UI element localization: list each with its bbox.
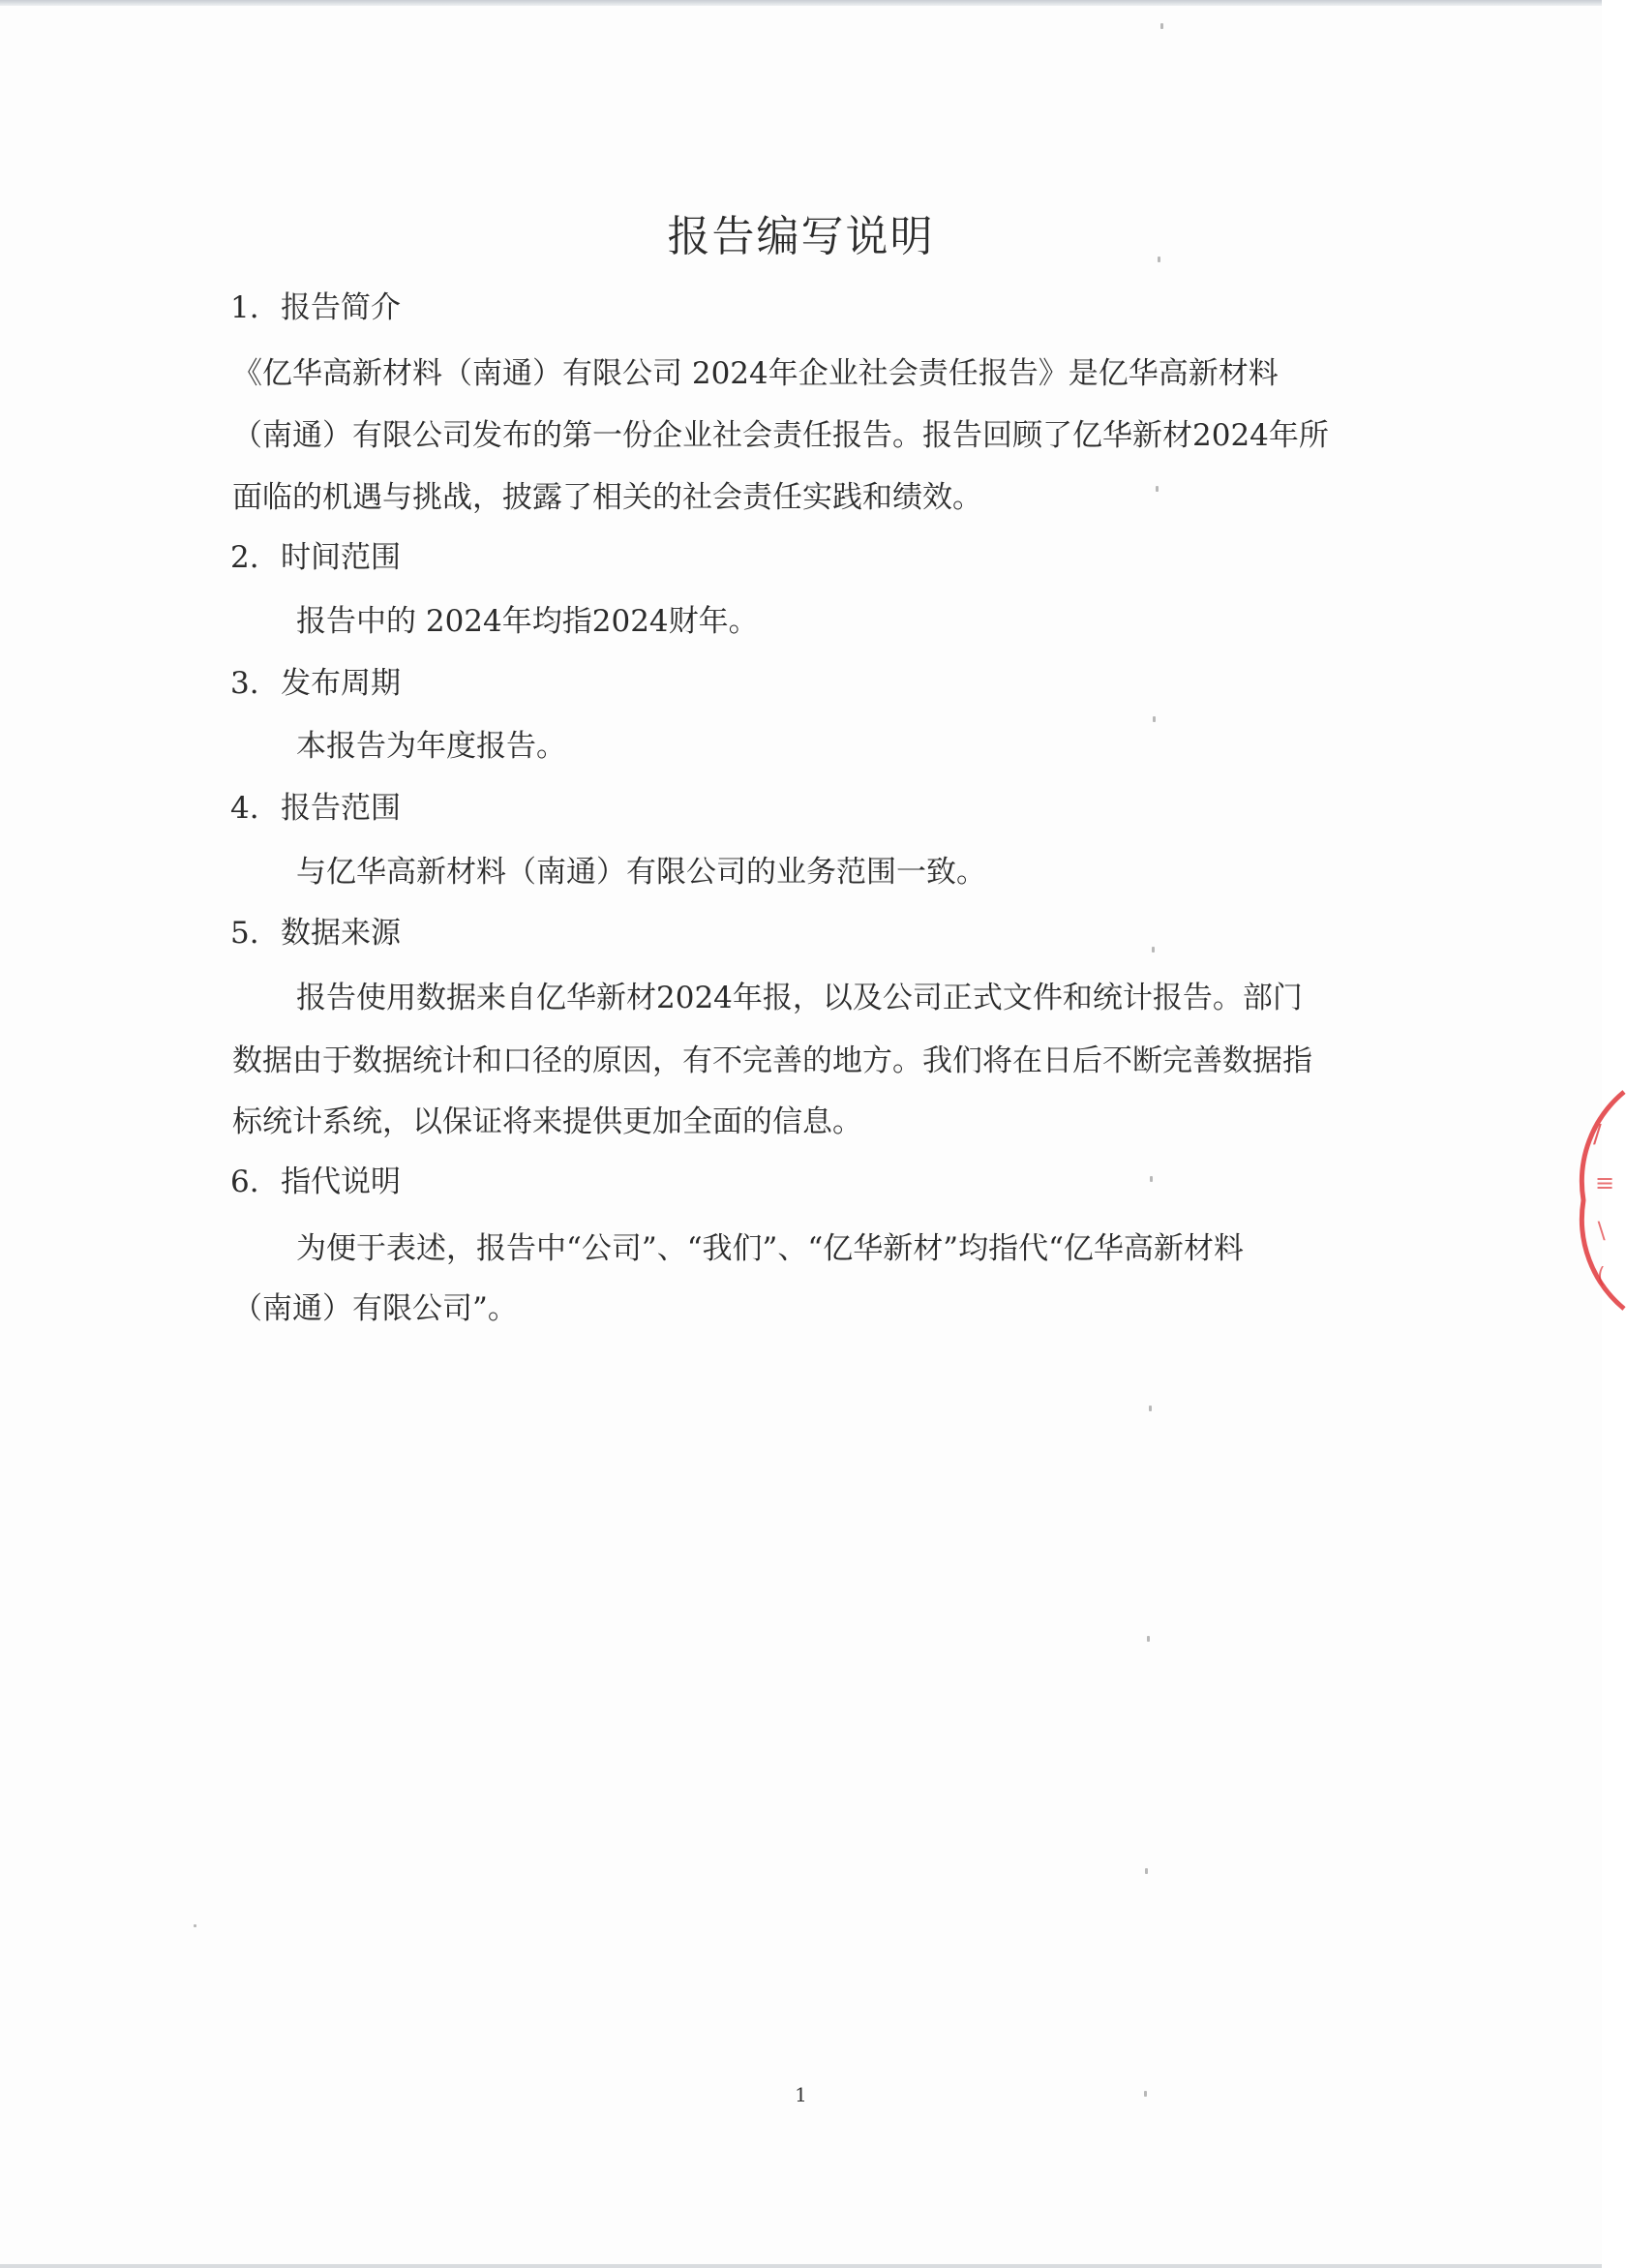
section-heading-text: 指代说明 xyxy=(281,1164,401,1199)
paragraph-line: 报告中的 2024年均指2024财年。 xyxy=(296,604,759,639)
section-heading-text: 数据来源 xyxy=(281,916,401,951)
paragraph-line: 为便于表述，报告中“公司”、“我们”、“亿华新材”均指代“亿华高新材料 xyxy=(296,1231,1244,1266)
section-number: 3. xyxy=(230,666,259,701)
scan-speck xyxy=(1145,1868,1148,1874)
section-number: 6. xyxy=(230,1164,259,1199)
section-heading-text: 时间范围 xyxy=(281,540,401,575)
section-heading-4 xyxy=(230,789,401,828)
section-heading-text: 报告范围 xyxy=(281,791,401,826)
section-heading-5 xyxy=(230,914,401,953)
scan-speck xyxy=(1152,947,1155,953)
paragraph-line: 报告使用数据来自亿华新材2024年报，以及公司正式文件和统计报告。部门 xyxy=(296,981,1303,1015)
paragraph-line: 面临的机遇与挑战，披露了相关的社会责任实践和绩效。 xyxy=(232,480,982,515)
svg-text:≡: ≡ xyxy=(1595,1169,1615,1196)
scan-speck xyxy=(194,1924,196,1927)
paragraph-line: 标统计系统，以保证将来提供更加全面的信息。 xyxy=(232,1104,862,1139)
section-heading-2 xyxy=(230,538,401,577)
page-number: 1 xyxy=(795,2083,807,2106)
paragraph-line: 本报告为年度报告。 xyxy=(296,729,566,764)
paragraph-line: （南通）有限公司发布的第一份企业社会责任报告。报告回顾了亿华新材2024年所 xyxy=(232,418,1329,453)
scan-speck xyxy=(1149,1406,1152,1411)
scan-edge-bottom xyxy=(0,2264,1602,2268)
section-heading-1 xyxy=(230,288,401,327)
paragraph-line: 与亿华高新材料（南通）有限公司的业务范围一致。 xyxy=(296,855,986,890)
scan-speck xyxy=(1153,716,1156,722)
scan-speck xyxy=(1158,257,1160,262)
scan-edge-top xyxy=(0,0,1602,6)
section-number: 5. xyxy=(230,916,259,951)
paragraph-line: 数据由于数据统计和口径的原因，有不完善的地方。我们将在日后不断完善数据指 xyxy=(232,1043,1312,1078)
section-heading-6 xyxy=(230,1163,401,1201)
section-number: 2. xyxy=(230,540,259,575)
svg-text:∕: ∕ xyxy=(1593,1120,1602,1149)
paragraph-line: 《亿华高新材料（南通）有限公司 2024年企业社会责任报告》是亿华高新材料 xyxy=(232,356,1279,391)
section-heading-3 xyxy=(230,664,401,703)
scan-speck xyxy=(1156,486,1159,492)
section-heading-text: 报告简介 xyxy=(281,290,401,325)
section-number: 1. xyxy=(230,290,259,325)
scan-speck xyxy=(1147,1636,1150,1642)
page-title: 报告编写说明 xyxy=(667,212,935,261)
paragraph-line: （南通）有限公司”。 xyxy=(232,1291,518,1326)
section-number: 4. xyxy=(230,791,259,826)
svg-text:∖: ∖ xyxy=(1593,1218,1609,1245)
section-heading-text: 发布周期 xyxy=(281,666,401,701)
scan-speck xyxy=(1160,23,1163,29)
company-seal-stamp xyxy=(1549,1084,1626,1316)
scan-speck xyxy=(1150,1176,1153,1182)
svg-text:(: ( xyxy=(1597,1264,1606,1288)
